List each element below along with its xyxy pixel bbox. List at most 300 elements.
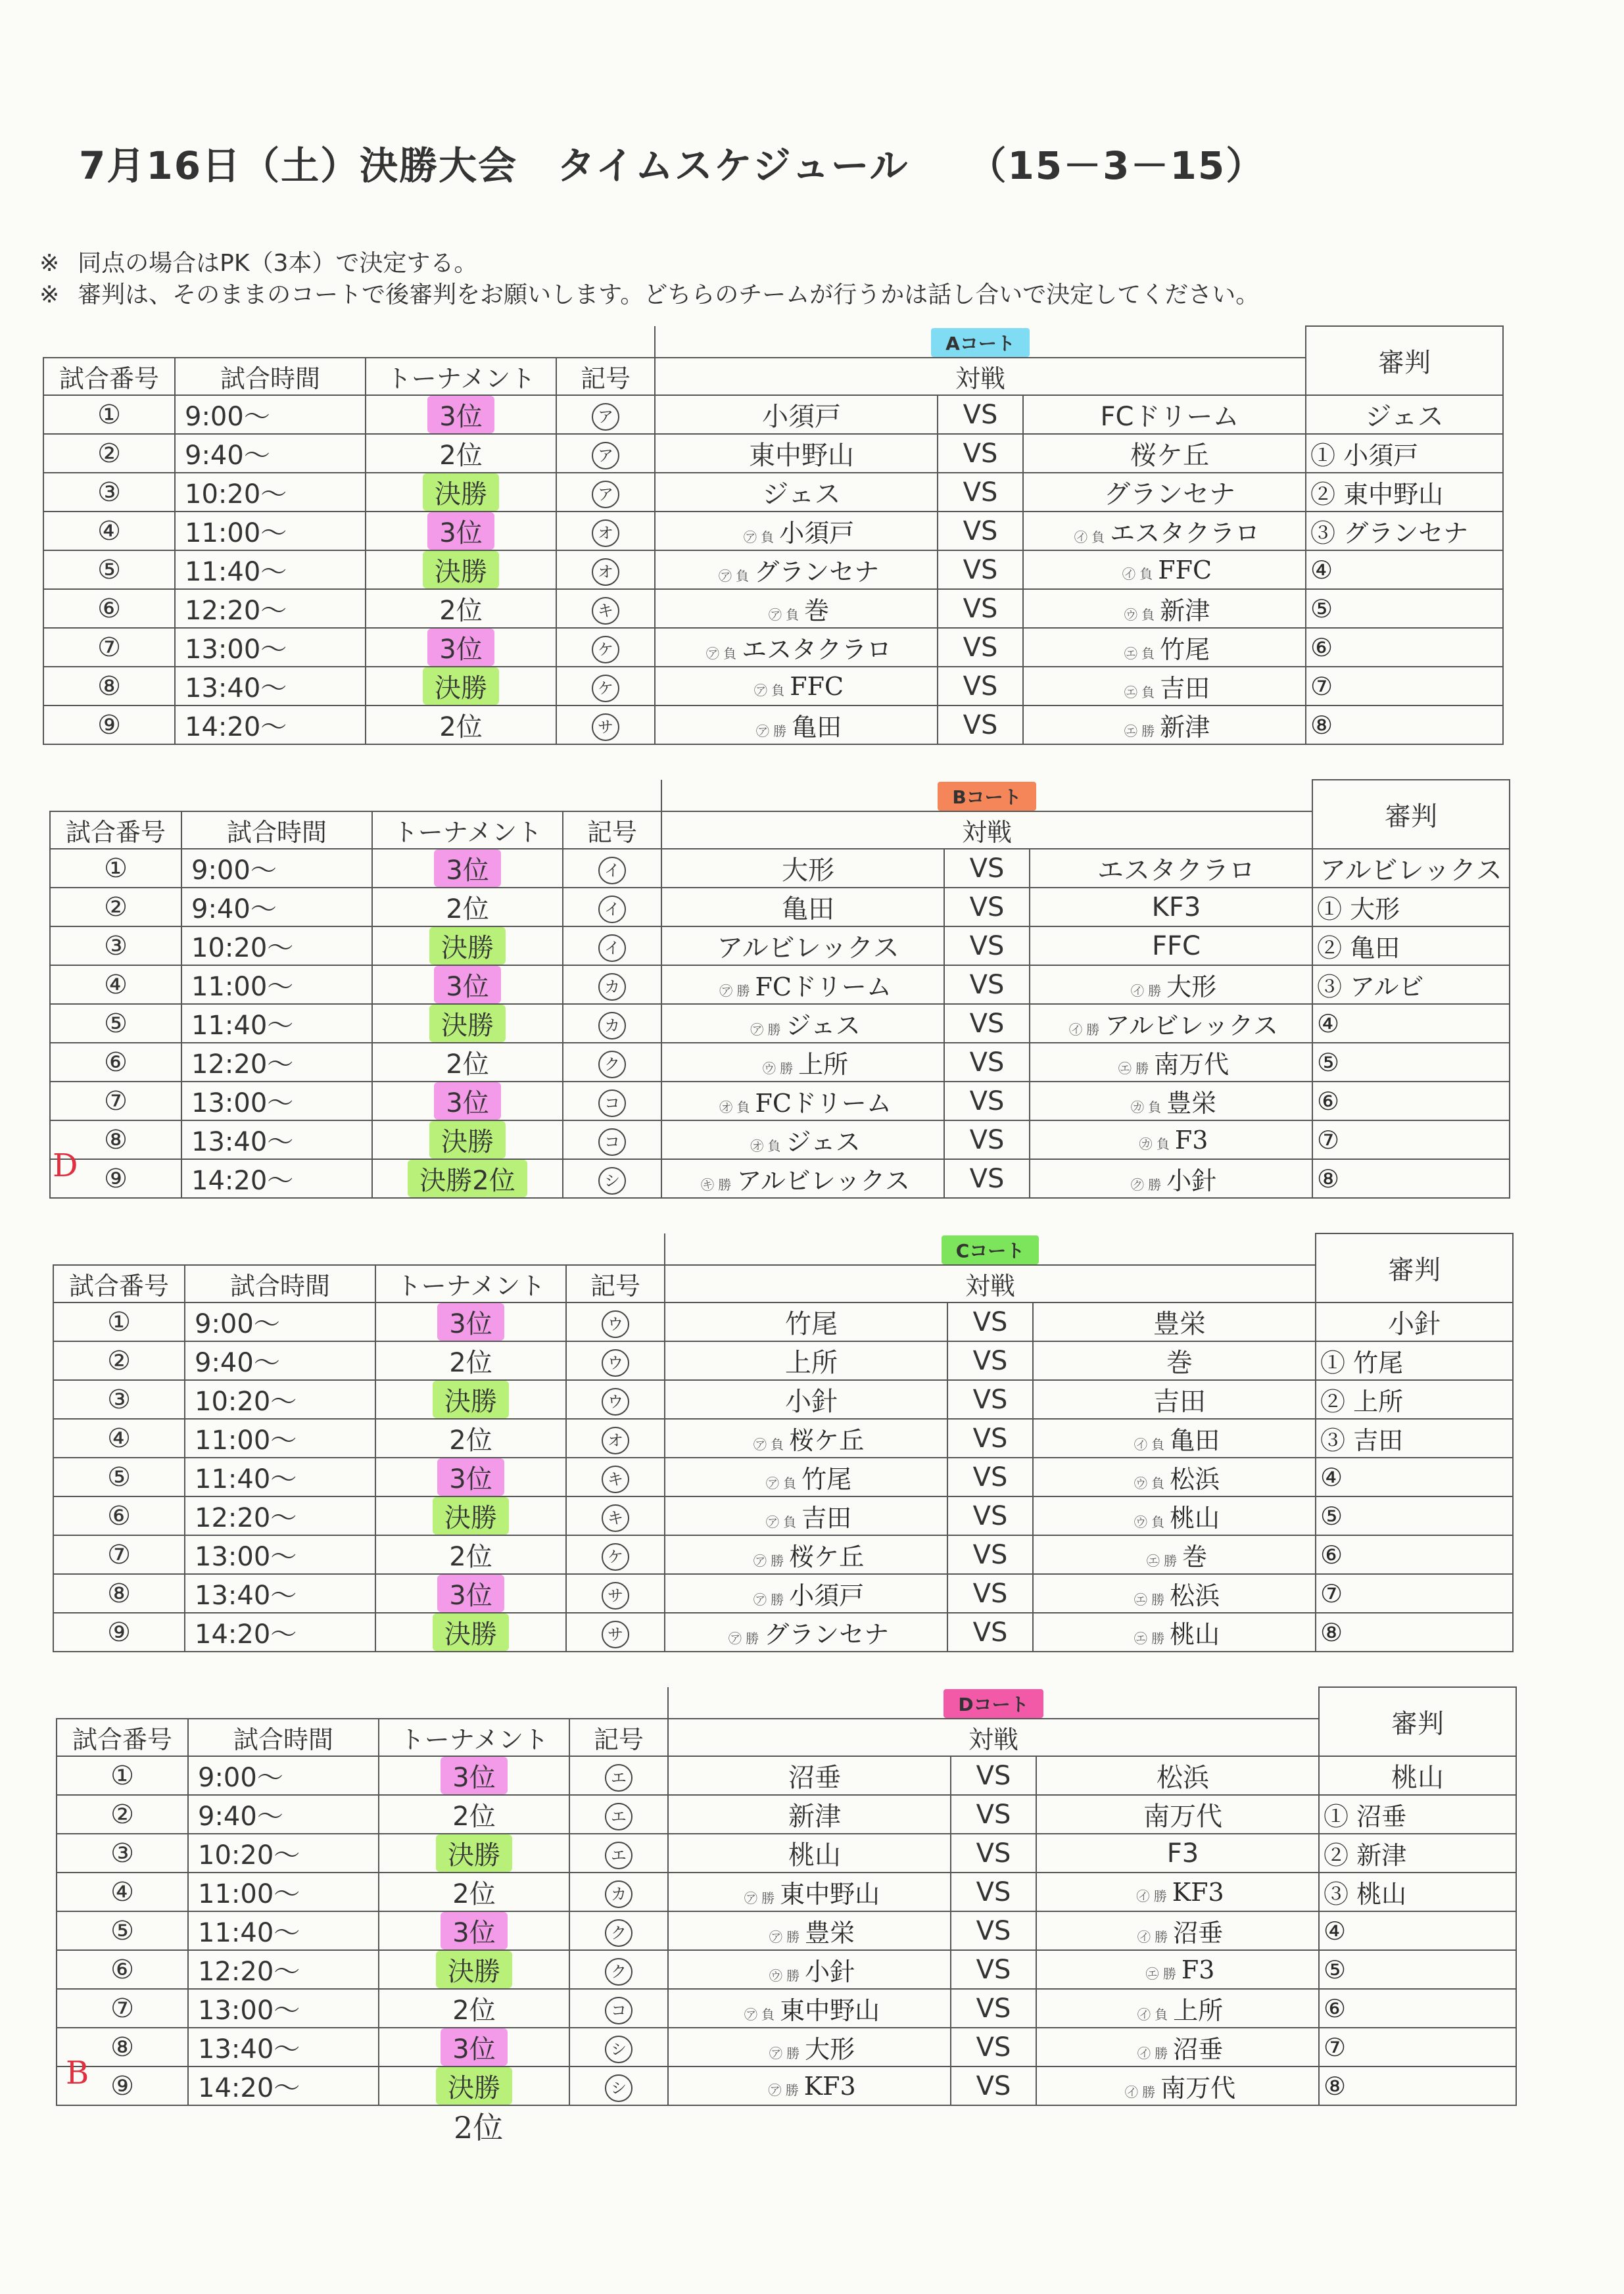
match-no-cell: ③: [43, 473, 175, 512]
symbol-circle: シ: [598, 1167, 626, 1195]
team-b-cell: [1023, 512, 1306, 550]
team-a-cell: [661, 1120, 944, 1159]
symbol-cell: [563, 1043, 661, 1082]
matchup-header: 対戦: [668, 1719, 1319, 1756]
vs-cell: VS: [944, 849, 1030, 888]
table-row: [50, 926, 1510, 965]
team-b-source: ㋗ 勝: [1130, 1177, 1162, 1193]
vs-cell: VS: [938, 473, 1023, 512]
tournament-label: 3位: [437, 1575, 504, 1612]
team-a-source: ㋒ 勝: [769, 1968, 800, 1984]
team-b-source: ㋓ 勝: [1118, 1061, 1149, 1076]
team-b-cell: [1036, 2067, 1319, 2105]
team-a-cell: [665, 1535, 947, 1574]
vs-cell: VS: [944, 1004, 1030, 1043]
symbol-circle: サ: [602, 1621, 629, 1648]
symbol-cell: [569, 1950, 668, 1989]
team-a-name: 巻: [804, 596, 830, 625]
table-row: [57, 2067, 1516, 2105]
table-row: [50, 849, 1510, 888]
time-cell: 11:40～: [175, 550, 366, 589]
team-b-cell: [1033, 1419, 1316, 1458]
team-a-name: グランセナ: [754, 558, 880, 586]
table-row: [57, 1834, 1516, 1873]
symbol-circle: イ: [598, 857, 626, 884]
table-row: [53, 1302, 1513, 1341]
vs-cell: VS: [951, 1911, 1036, 1950]
team-a-name: 小須戸: [789, 1581, 865, 1610]
table-row: [57, 2028, 1516, 2067]
team-b-source: ㋑ 負: [1122, 565, 1153, 582]
time-header: 試合時間: [175, 358, 366, 395]
court-name: Bコート: [938, 782, 1036, 811]
team-b-name: KF3: [1172, 1877, 1224, 1907]
vs-cell: VS: [947, 1574, 1033, 1613]
tournament-cell: [372, 1043, 563, 1082]
tournament-label: 3位: [437, 1458, 504, 1496]
time-cell: 12:20～: [185, 1496, 375, 1535]
table-row: [43, 473, 1503, 512]
referee-header: 審判: [1316, 1233, 1513, 1302]
vs-cell: VS: [951, 1950, 1036, 1989]
team-a-name: 亀田: [782, 894, 834, 924]
team-b-source: ㋑ 勝: [1124, 2084, 1156, 2100]
vs-cell: VS: [938, 705, 1023, 744]
team-b-name: 南万代: [1143, 1802, 1222, 1832]
team-a-cell: [668, 1795, 951, 1834]
time-cell: 11:00～: [181, 965, 372, 1004]
team-a-name: アルビレックス: [736, 1166, 911, 1195]
table-row: [43, 667, 1503, 705]
team-b-cell: [1023, 434, 1306, 473]
team-b-cell: [1023, 589, 1306, 628]
tournament-cell: [372, 1082, 563, 1120]
team-b-name: 新津: [1160, 713, 1210, 742]
team-b-name: エスタクラロ: [1110, 519, 1260, 548]
team-a-cell: [661, 1004, 944, 1043]
vs-cell: VS: [944, 1159, 1030, 1198]
tournament-label: 決勝2位: [408, 1160, 527, 1197]
time-cell: 14:20～: [188, 2067, 379, 2105]
match-no-cell: ②: [43, 434, 175, 473]
team-b-source: ㋑ 勝: [1137, 1929, 1168, 1945]
team-b-cell: [1036, 1834, 1319, 1873]
team-b-cell: [1023, 667, 1306, 705]
tournament-label: 2位: [452, 1879, 496, 1909]
team-b-cell: [1036, 1873, 1319, 1911]
symbol-cell: [569, 1989, 668, 2028]
note-mark: ※: [39, 250, 60, 277]
vs-cell: VS: [947, 1419, 1033, 1458]
team-b-cell: [1023, 705, 1306, 744]
vs-cell: VS: [938, 667, 1023, 705]
referee-cell: ④: [1312, 1004, 1510, 1043]
symbol-cell: [563, 965, 661, 1004]
referee-cell: ⑦: [1312, 1120, 1510, 1159]
tournament-label: 2位: [449, 1542, 492, 1572]
team-b-name: FFC: [1158, 555, 1212, 585]
title-code: （15－3－15）: [968, 143, 1266, 188]
match-no-cell: ⑥: [43, 589, 175, 628]
team-b-cell: [1033, 1341, 1316, 1380]
team-a-source: ㋔ 負: [750, 1138, 781, 1154]
team-b-cell: [1036, 1756, 1319, 1795]
team-a-source: ㋐ 負: [718, 568, 750, 584]
symbol-circle: ク: [605, 1919, 633, 1947]
team-b-source: ㋓ 勝: [1146, 1553, 1178, 1569]
court-table-d: [56, 1686, 1517, 2106]
table-row: [50, 965, 1510, 1004]
time-cell: 14:20～: [181, 1159, 372, 1198]
table-row: [50, 888, 1510, 926]
tournament-cell: [379, 1795, 569, 1834]
team-a-cell: [661, 849, 944, 888]
team-b-name: 松浜: [1170, 1581, 1220, 1610]
team-b-name: 桜ケ丘: [1130, 441, 1209, 471]
team-a-cell: [655, 434, 938, 473]
team-a-name: 小須戸: [779, 519, 855, 548]
team-a-name: 竹尾: [801, 1465, 852, 1494]
tournament-label: 決勝: [436, 1834, 512, 1872]
table-row: [50, 1120, 1510, 1159]
symbol-circle: カ: [598, 973, 626, 1001]
team-b-name: 豊栄: [1153, 1309, 1206, 1339]
vs-cell: VS: [938, 434, 1023, 473]
tournament-label: 2位: [449, 1348, 492, 1378]
team-a-name: ジェス: [786, 1128, 861, 1157]
team-a-source: ㋐ 勝: [744, 1890, 775, 1906]
symbol-cell: [563, 1004, 661, 1043]
symbol-circle: ウ: [602, 1349, 629, 1377]
vs-cell: VS: [938, 512, 1023, 550]
time-cell: 14:20～: [175, 705, 366, 744]
team-a-name: 沼垂: [788, 1763, 841, 1793]
team-b-name: F3: [1174, 1125, 1208, 1155]
symbol-cell: [569, 2028, 668, 2067]
team-b-name: 南万代: [1160, 2074, 1236, 2103]
team-a-name: 大形: [782, 855, 834, 886]
vs-cell: VS: [951, 2028, 1036, 2067]
team-a-name: 小須戸: [762, 402, 841, 432]
symbol-cell: [566, 1302, 665, 1341]
time-cell: 13:00～: [185, 1535, 375, 1574]
symbol-circle: コ: [598, 1089, 626, 1117]
team-a-name: 新津: [788, 1802, 841, 1832]
symbol-circle: ク: [605, 1958, 633, 1986]
team-b-cell: [1036, 2028, 1319, 2067]
match-no-cell: ⑦: [53, 1535, 185, 1574]
team-a-cell: [665, 1341, 947, 1380]
referee-cell: ③ アルビ: [1312, 965, 1510, 1004]
team-b-cell: [1030, 1120, 1312, 1159]
team-a-cell: [665, 1458, 947, 1496]
tournament-cell: [366, 512, 556, 550]
time-cell: 12:20～: [181, 1043, 372, 1082]
tournament-cell: [366, 628, 556, 667]
tournament-label: 2位: [439, 596, 483, 626]
vs-cell: VS: [951, 1873, 1036, 1911]
team-a-name: 東中野山: [749, 441, 854, 471]
team-b-source: ㋑ 勝: [1136, 1888, 1167, 1904]
team-b-source: ㋑ 勝: [1068, 1022, 1100, 1038]
team-b-cell: [1036, 1989, 1319, 2028]
tournament-label: 2位: [439, 441, 483, 471]
team-a-cell: [665, 1302, 947, 1341]
team-a-cell: [661, 965, 944, 1004]
vs-cell: VS: [951, 1795, 1036, 1834]
matchup-header: 対戦: [655, 358, 1306, 395]
match-no-cell: ①: [43, 395, 175, 434]
referee-header: 審判: [1319, 1687, 1516, 1756]
symbol-cell: [563, 1082, 661, 1120]
team-b-cell: [1023, 550, 1306, 589]
symbol-header: 記号: [563, 811, 661, 849]
symbol-cell: [566, 1380, 665, 1419]
team-b-cell: [1030, 965, 1312, 1004]
symbol-circle: キ: [602, 1504, 629, 1532]
team-a-name: FFC: [790, 671, 844, 701]
time-cell: 11:40～: [188, 1911, 379, 1950]
team-a-cell: [668, 1950, 951, 1989]
match-no-header: 試合番号: [53, 1265, 185, 1302]
vs-cell: VS: [944, 926, 1030, 965]
time-cell: 9:40～: [181, 888, 372, 926]
tournament-cell: [379, 1950, 569, 1989]
tournament-label: 3位: [437, 1303, 504, 1341]
table-row: [57, 1873, 1516, 1911]
team-b-source: ㋑ 勝: [1130, 983, 1162, 999]
table-row: [53, 1380, 1513, 1419]
symbol-circle: エ: [605, 1803, 633, 1830]
symbol-cell: [556, 705, 655, 744]
team-b-name: 大形: [1166, 972, 1217, 1001]
time-cell: 11:00～: [188, 1873, 379, 1911]
team-b-cell: [1033, 1302, 1316, 1341]
symbol-circle: カ: [605, 1880, 633, 1908]
time-cell: 9:40～: [175, 434, 366, 473]
tournament-label: 決勝: [429, 1005, 506, 1042]
time-cell: 13:40～: [181, 1120, 372, 1159]
symbol-cell: [569, 1911, 668, 1950]
time-cell: 12:20～: [188, 1950, 379, 1989]
symbol-circle: ウ: [602, 1388, 629, 1416]
symbol-cell: [556, 512, 655, 550]
tournament-label: 3位: [441, 1757, 507, 1794]
time-cell: 12:20～: [175, 589, 366, 628]
vs-cell: VS: [947, 1302, 1033, 1341]
team-a-cell: [668, 1756, 951, 1795]
team-a-source: ㋐ 負: [753, 682, 785, 698]
symbol-circle: ア: [592, 403, 619, 431]
team-a-cell: [655, 589, 938, 628]
referee-cell: ② 上所: [1316, 1380, 1513, 1419]
tournament-label: 2位: [452, 1802, 496, 1832]
team-b-name: 桃山: [1170, 1620, 1220, 1649]
table-row: [43, 434, 1503, 473]
note-1: [39, 245, 477, 278]
team-b-name: 桃山: [1170, 1504, 1220, 1533]
team-a-name: 吉田: [801, 1504, 852, 1533]
team-b-source: ㋓ 勝: [1145, 1965, 1176, 1982]
tournament-cell: [366, 705, 556, 744]
table-row: [43, 589, 1503, 628]
symbol-circle: シ: [605, 2074, 633, 2102]
team-b-name: FCドリーム: [1100, 402, 1239, 432]
match-no-cell: ⑤: [53, 1458, 185, 1496]
time-cell: 11:40～: [185, 1458, 375, 1496]
team-a-cell: [668, 2028, 951, 2067]
table-row: [50, 1082, 1510, 1120]
tournament-cell: [375, 1496, 566, 1535]
vs-cell: VS: [944, 1120, 1030, 1159]
tournament-label: 2位: [452, 1995, 496, 2026]
referee-cell: ④: [1319, 1911, 1516, 1950]
symbol-circle: エ: [605, 1764, 633, 1792]
referee-cell: ① 竹尾: [1316, 1341, 1513, 1380]
d-mark: D: [53, 1147, 78, 1184]
referee-cell: ⑥: [1316, 1535, 1513, 1574]
referee-cell: ⑧: [1312, 1159, 1510, 1198]
tournament-header: トーナメント: [375, 1265, 566, 1302]
symbol-cell: [569, 1756, 668, 1795]
team-a-name: グランセナ: [764, 1620, 890, 1649]
table-row: [53, 1458, 1513, 1496]
referee-cell: ① 大形: [1312, 888, 1510, 926]
tournament-label: 3位: [434, 966, 500, 1003]
team-a-source: ㋐ 勝: [769, 2045, 800, 2061]
referee-cell: ⑦: [1319, 2028, 1516, 2067]
tournament-cell: [366, 434, 556, 473]
team-a-cell: [655, 395, 938, 434]
table-row: [57, 1795, 1516, 1834]
symbol-cell: [566, 1574, 665, 1613]
match-no-header: 試合番号: [50, 811, 181, 849]
table-row: [57, 1911, 1516, 1950]
matchup-header: 対戦: [661, 811, 1312, 849]
team-a-name: FCドリーム: [755, 972, 892, 1001]
tournament-cell: [379, 1834, 569, 1873]
symbol-header: 記号: [569, 1719, 668, 1756]
time-cell: 13:00～: [188, 1989, 379, 2028]
tournament-cell: [372, 926, 563, 965]
referee-cell: ⑦: [1306, 667, 1503, 705]
time-cell: 14:20～: [185, 1613, 375, 1652]
referee-cell: ⑥: [1319, 1989, 1516, 2028]
team-b-cell: [1030, 1004, 1312, 1043]
team-b-source: ㋕ 負: [1139, 1135, 1170, 1152]
time-cell: 10:20～: [181, 926, 372, 965]
vs-cell: VS: [951, 1834, 1036, 1873]
match-no-header: 試合番号: [43, 358, 175, 395]
symbol-circle: シ: [605, 2036, 633, 2063]
time-cell: 11:00～: [185, 1419, 375, 1458]
tournament-cell: [375, 1574, 566, 1613]
court-name: Aコート: [931, 328, 1030, 357]
team-a-cell: [668, 1989, 951, 2028]
vs-cell: VS: [947, 1458, 1033, 1496]
referee-cell: ⑧: [1316, 1613, 1513, 1652]
team-b-name: 沼垂: [1173, 2035, 1224, 2064]
team-b-name: 吉田: [1160, 674, 1210, 703]
symbol-cell: [566, 1535, 665, 1574]
match-no-cell: ③: [53, 1380, 185, 1419]
court-name: Dコート: [943, 1689, 1043, 1718]
team-b-cell: [1033, 1613, 1316, 1652]
tournament-label: 3位: [441, 2028, 507, 2066]
team-a-name: 小針: [785, 1387, 838, 1417]
time-header: 試合時間: [185, 1265, 375, 1302]
table-row: [57, 1756, 1516, 1795]
tournament-cell: [375, 1380, 566, 1419]
symbol-cell: [563, 1159, 661, 1198]
time-header: 試合時間: [181, 811, 372, 849]
b-mark: B: [66, 2055, 89, 2091]
match-no-cell: ②: [57, 1795, 188, 1834]
match-no-cell: ⑤: [50, 1004, 181, 1043]
match-no-cell: ①: [57, 1756, 188, 1795]
team-b-cell: [1033, 1535, 1316, 1574]
time-header: 試合時間: [188, 1719, 379, 1756]
team-b-name: 松浜: [1157, 1763, 1209, 1793]
team-b-cell: [1033, 1574, 1316, 1613]
note-text: 同点の場合はPK（3本）で決定する。: [78, 250, 478, 277]
tournament-cell: [372, 965, 563, 1004]
team-a-cell: [655, 667, 938, 705]
team-b-source: ㋓ 勝: [1124, 723, 1155, 739]
vs-cell: VS: [947, 1535, 1033, 1574]
page-title: [79, 135, 1265, 190]
match-no-cell: ④: [57, 1873, 188, 1911]
vs-cell: VS: [938, 550, 1023, 589]
referee-cell: ⑤: [1306, 589, 1503, 628]
match-no-cell: ⑦: [43, 628, 175, 667]
time-cell: 13:00～: [175, 628, 366, 667]
symbol-circle: コ: [605, 1997, 633, 2024]
team-a-name: 大形: [805, 2035, 855, 2064]
team-a-source: ㋐ 勝: [753, 1592, 784, 1608]
tournament-label: 3位: [427, 396, 494, 433]
table-row: [43, 705, 1503, 744]
team-b-source: ㋓ 勝: [1134, 1631, 1165, 1646]
referee-header: 審判: [1312, 780, 1510, 849]
team-b-name: FFC: [1152, 930, 1201, 961]
team-b-name: KF3: [1151, 892, 1201, 922]
vs-cell: VS: [944, 1082, 1030, 1120]
time-cell: 13:40～: [175, 667, 366, 705]
table-row: [50, 1004, 1510, 1043]
table-row: [50, 1159, 1510, 1198]
symbol-circle: オ: [592, 558, 619, 586]
tournament-cell: [372, 849, 563, 888]
team-b-cell: [1033, 1496, 1316, 1535]
match-no-cell: ②: [53, 1341, 185, 1380]
tournament-label: 3位: [434, 849, 500, 887]
vs-cell: VS: [947, 1496, 1033, 1535]
team-b-cell: [1030, 1159, 1312, 1198]
team-b-cell: [1036, 1950, 1319, 1989]
vs-cell: VS: [947, 1613, 1033, 1652]
tournament-cell: [375, 1302, 566, 1341]
tournament-label: 決勝: [423, 473, 499, 511]
team-a-name: エスタクラロ: [742, 635, 892, 664]
symbol-circle: キ: [602, 1466, 629, 1493]
vs-cell: VS: [944, 888, 1030, 926]
team-b-source: ㋓ 勝: [1134, 1592, 1165, 1608]
team-a-name: 東中野山: [780, 1880, 880, 1909]
symbol-circle: サ: [602, 1582, 629, 1610]
tournament-cell: [372, 1120, 563, 1159]
bottom-note: 2位: [454, 2110, 504, 2145]
